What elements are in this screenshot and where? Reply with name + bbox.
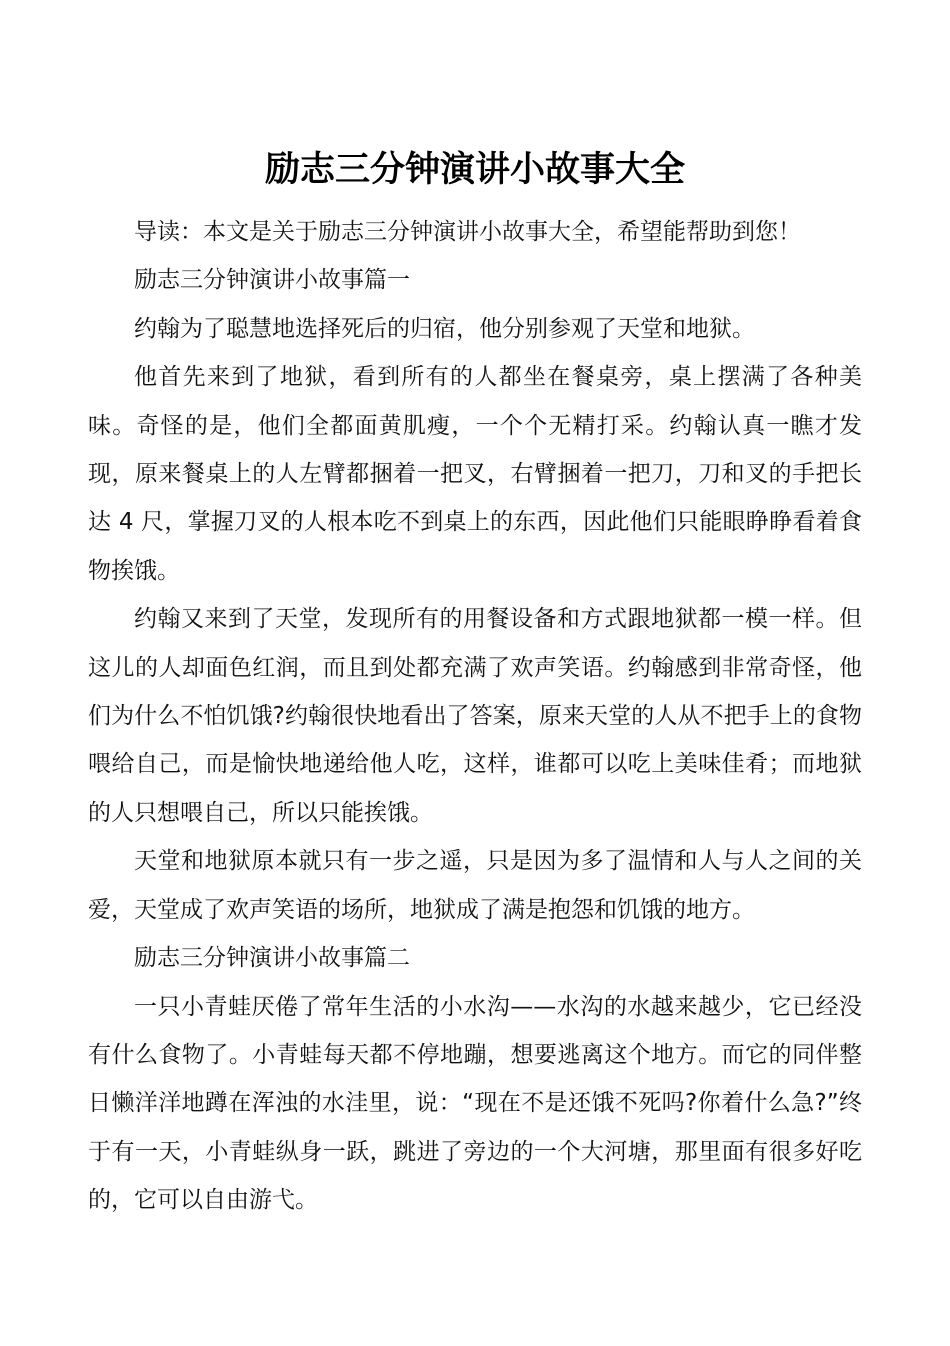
body-paragraph: 他首先来到了地狱，看到所有的人都坐在餐桌旁，桌上摆满了各种美味。奇怪的是，他们全都面黄肌瘦，一个个无精打采。约翰认真一瞧才发现，原来餐桌上的人左臂都捆着一把叉，右臂捆着一把刀，刀和叉的手把长达 4 尺，掌握刀叉的人根本吃不到桌上的东西，因此他们只能眼睁睁看着食物挨饿。 [88, 364, 862, 584]
intro-paragraph: 导读：本文是关于励志三分钟演讲小故事大全，希望能帮助到您！ [134, 219, 801, 245]
body-paragraph: 约翰又来到了天堂，发现所有的用餐设备和方式跟地狱都一模一样。但这儿的人却面色红润，而且到处都充满了欢声笑语。约翰感到非常奇怪，他们为什么不怕饥饿?约翰很快地看出了答案，原来天堂的人从不把手上的食物喂给自己，而是愉快地递给他人吃，这样，谁都可以吃上美味佳肴；而地狱的人只想喂自己，所以只能挨饿。 [88, 606, 862, 826]
page-title: 励志三分钟演讲小故事大全 [264, 150, 685, 190]
body-paragraph: 一只小青蛙厌倦了常年生活的小水沟——水沟的水越来越少，它已经没有什么食物了。小青蛙每天都不停地蹦，想要逃离这个地方。而它的同伴整日懒洋洋地蹲在浑浊的水洼里，说：“现在不是还饿不死吗?你着什么急?”终于有一天，小青蛙纵身一跃，跳进了旁边的一个大河塘，那里面有很多好吃的，它可以自由游弋。 [88, 993, 862, 1214]
section-heading-1: 励志三分钟演讲小故事篇一 [134, 267, 410, 294]
document-body [88, 208, 862, 1225]
body-paragraph: 约翰为了聪慧地选择死后的归宿，他分别参观了天堂和地狱。 [134, 315, 755, 342]
body-paragraph: 天堂和地狱原本就只有一步之遥，只是因为多了温情和人与人之间的关爱，天堂成了欢声笑语的场所，地狱成了满是抱怨和饥饿的地方。 [88, 848, 862, 923]
section-heading-2: 励志三分钟演讲小故事篇二 [134, 945, 410, 972]
